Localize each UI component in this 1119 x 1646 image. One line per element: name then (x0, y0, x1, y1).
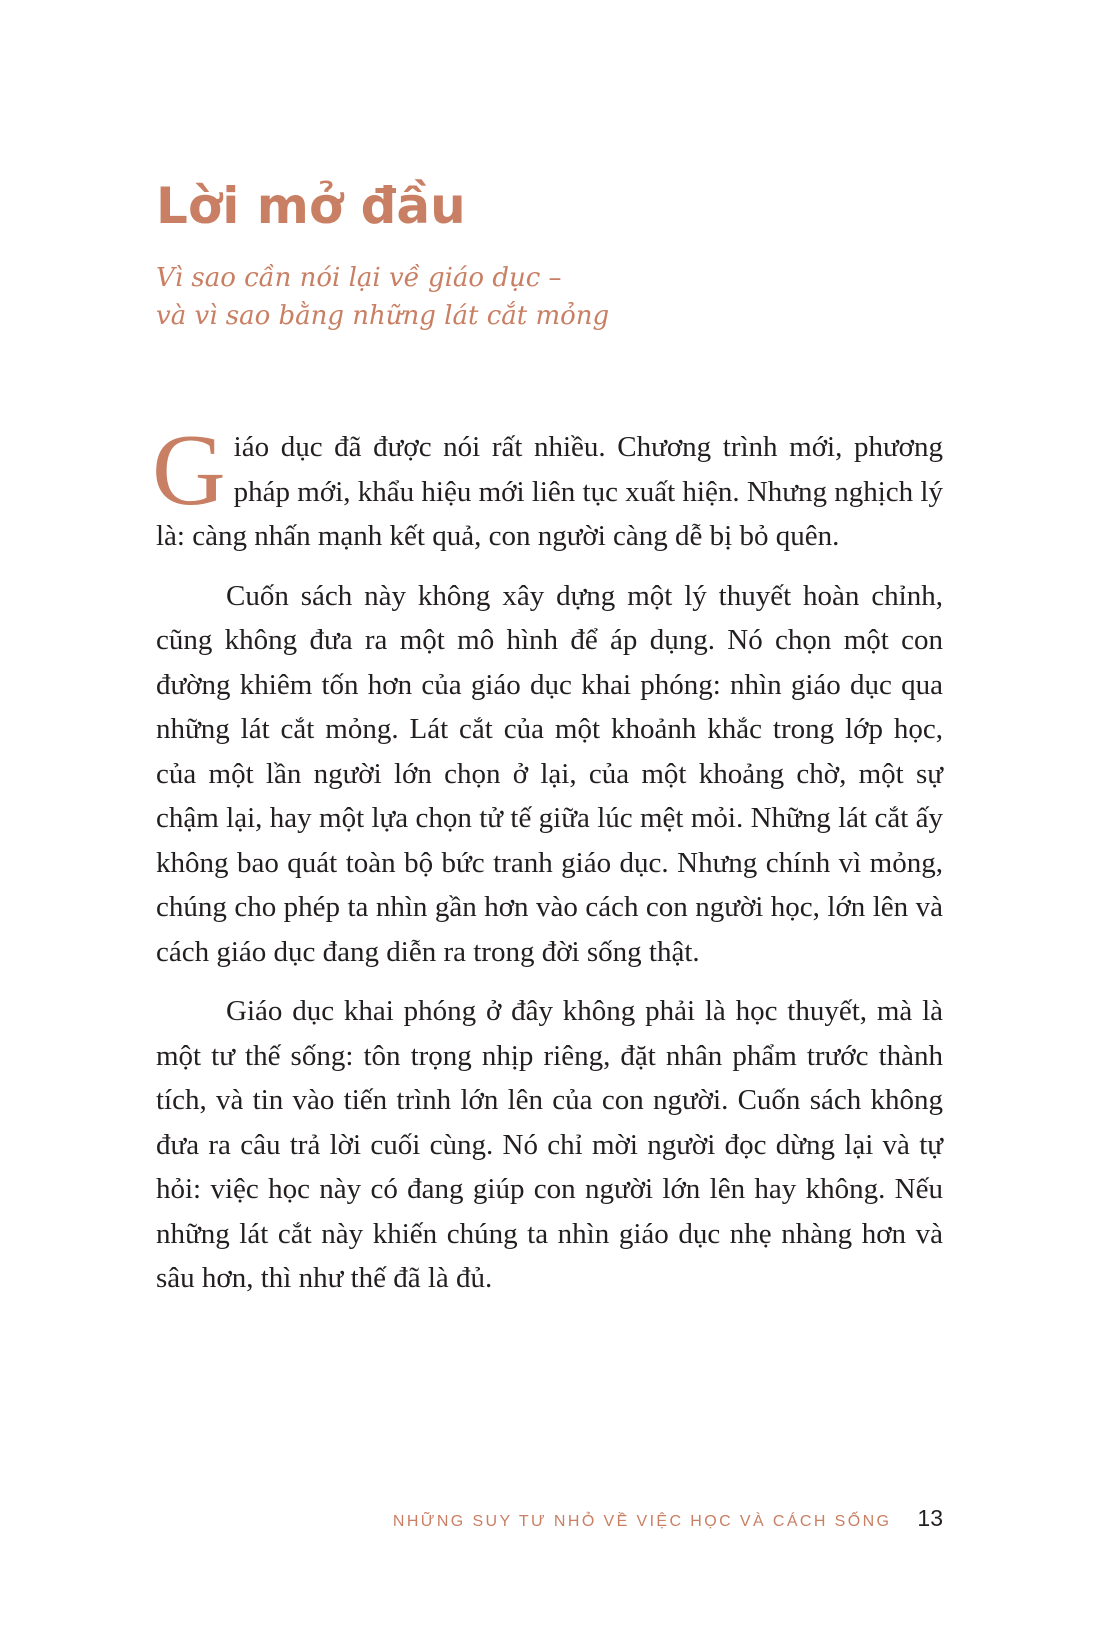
paragraph-1 (152, 414, 943, 559)
subtitle-line-1: Vì sao cần nói lại về giáo dục – (156, 263, 562, 293)
paragraph-1-text: iáo dục đã được nói rất nhiều. Chương trình mới, phương pháp mới, khẩu hiệu mới liên tục xuất hiện. Nhưng nghịch lý là: càng nhấn mạnh kết quả, con người càng dễ bị bỏ quên. (156, 431, 943, 552)
paragraph-3: Giáo dục khai phóng ở đây không phải là học thuyết, mà là một tư thế sống: tôn trọng nhịp riêng, đặt nhân phẩm trước thành tích, và tin vào tiến trình lớn lên của con người. Cuốn sách không đưa ra câu trả lời cuối cùng. Nó chỉ mời người đọc dừng lại và tự hỏi: việc học này có đang giúp con người lớn lên hay không. Nếu những lát cắt này khiến chúng ta nhìn giáo dục nhẹ nhàng hơn và sâu hơn, thì như thế đã là đủ. (156, 995, 943, 1294)
drop-cap: G (152, 414, 226, 527)
subtitle-line-2: và vì sao bằng những lát cắt mỏng (156, 301, 610, 331)
paragraph-2: Cuốn sách này không xây dựng một lý thuyết hoàn chỉnh, cũng không đưa ra một mô hình để áp dụng. Nó chọn một con đường khiêm tốn hơn của giáo dục khai phóng: nhìn giáo dục qua những lát cắt mỏng. Lát cắt của một khoảnh khắc trong lớp học, của một lần người lớn chọn ở lại, của một khoảng chờ, một sự chậm lại, hay một lựa chọn tử tế giữa lúc mệt mỏi. Những lát cắt ấy không bao quát toàn bộ bức tranh giáo dục. Nhưng chính vì mỏng, chúng cho phép ta nhìn gần hơn vào cách con người học, lớn lên và cách giáo dục đang diễn ra trong đời sống thật. (156, 579, 943, 968)
page-number: 13 (917, 1505, 943, 1531)
running-title: NHỮNG SUY TƯ NHỎ VỀ VIỆC HỌC VÀ CÁCH SỐNG (392, 1513, 892, 1530)
chapter-subtitle (156, 259, 609, 335)
chapter-title: Lời mở đầu (156, 177, 466, 235)
page-footer (393, 1505, 943, 1532)
body-text (152, 414, 943, 1316)
